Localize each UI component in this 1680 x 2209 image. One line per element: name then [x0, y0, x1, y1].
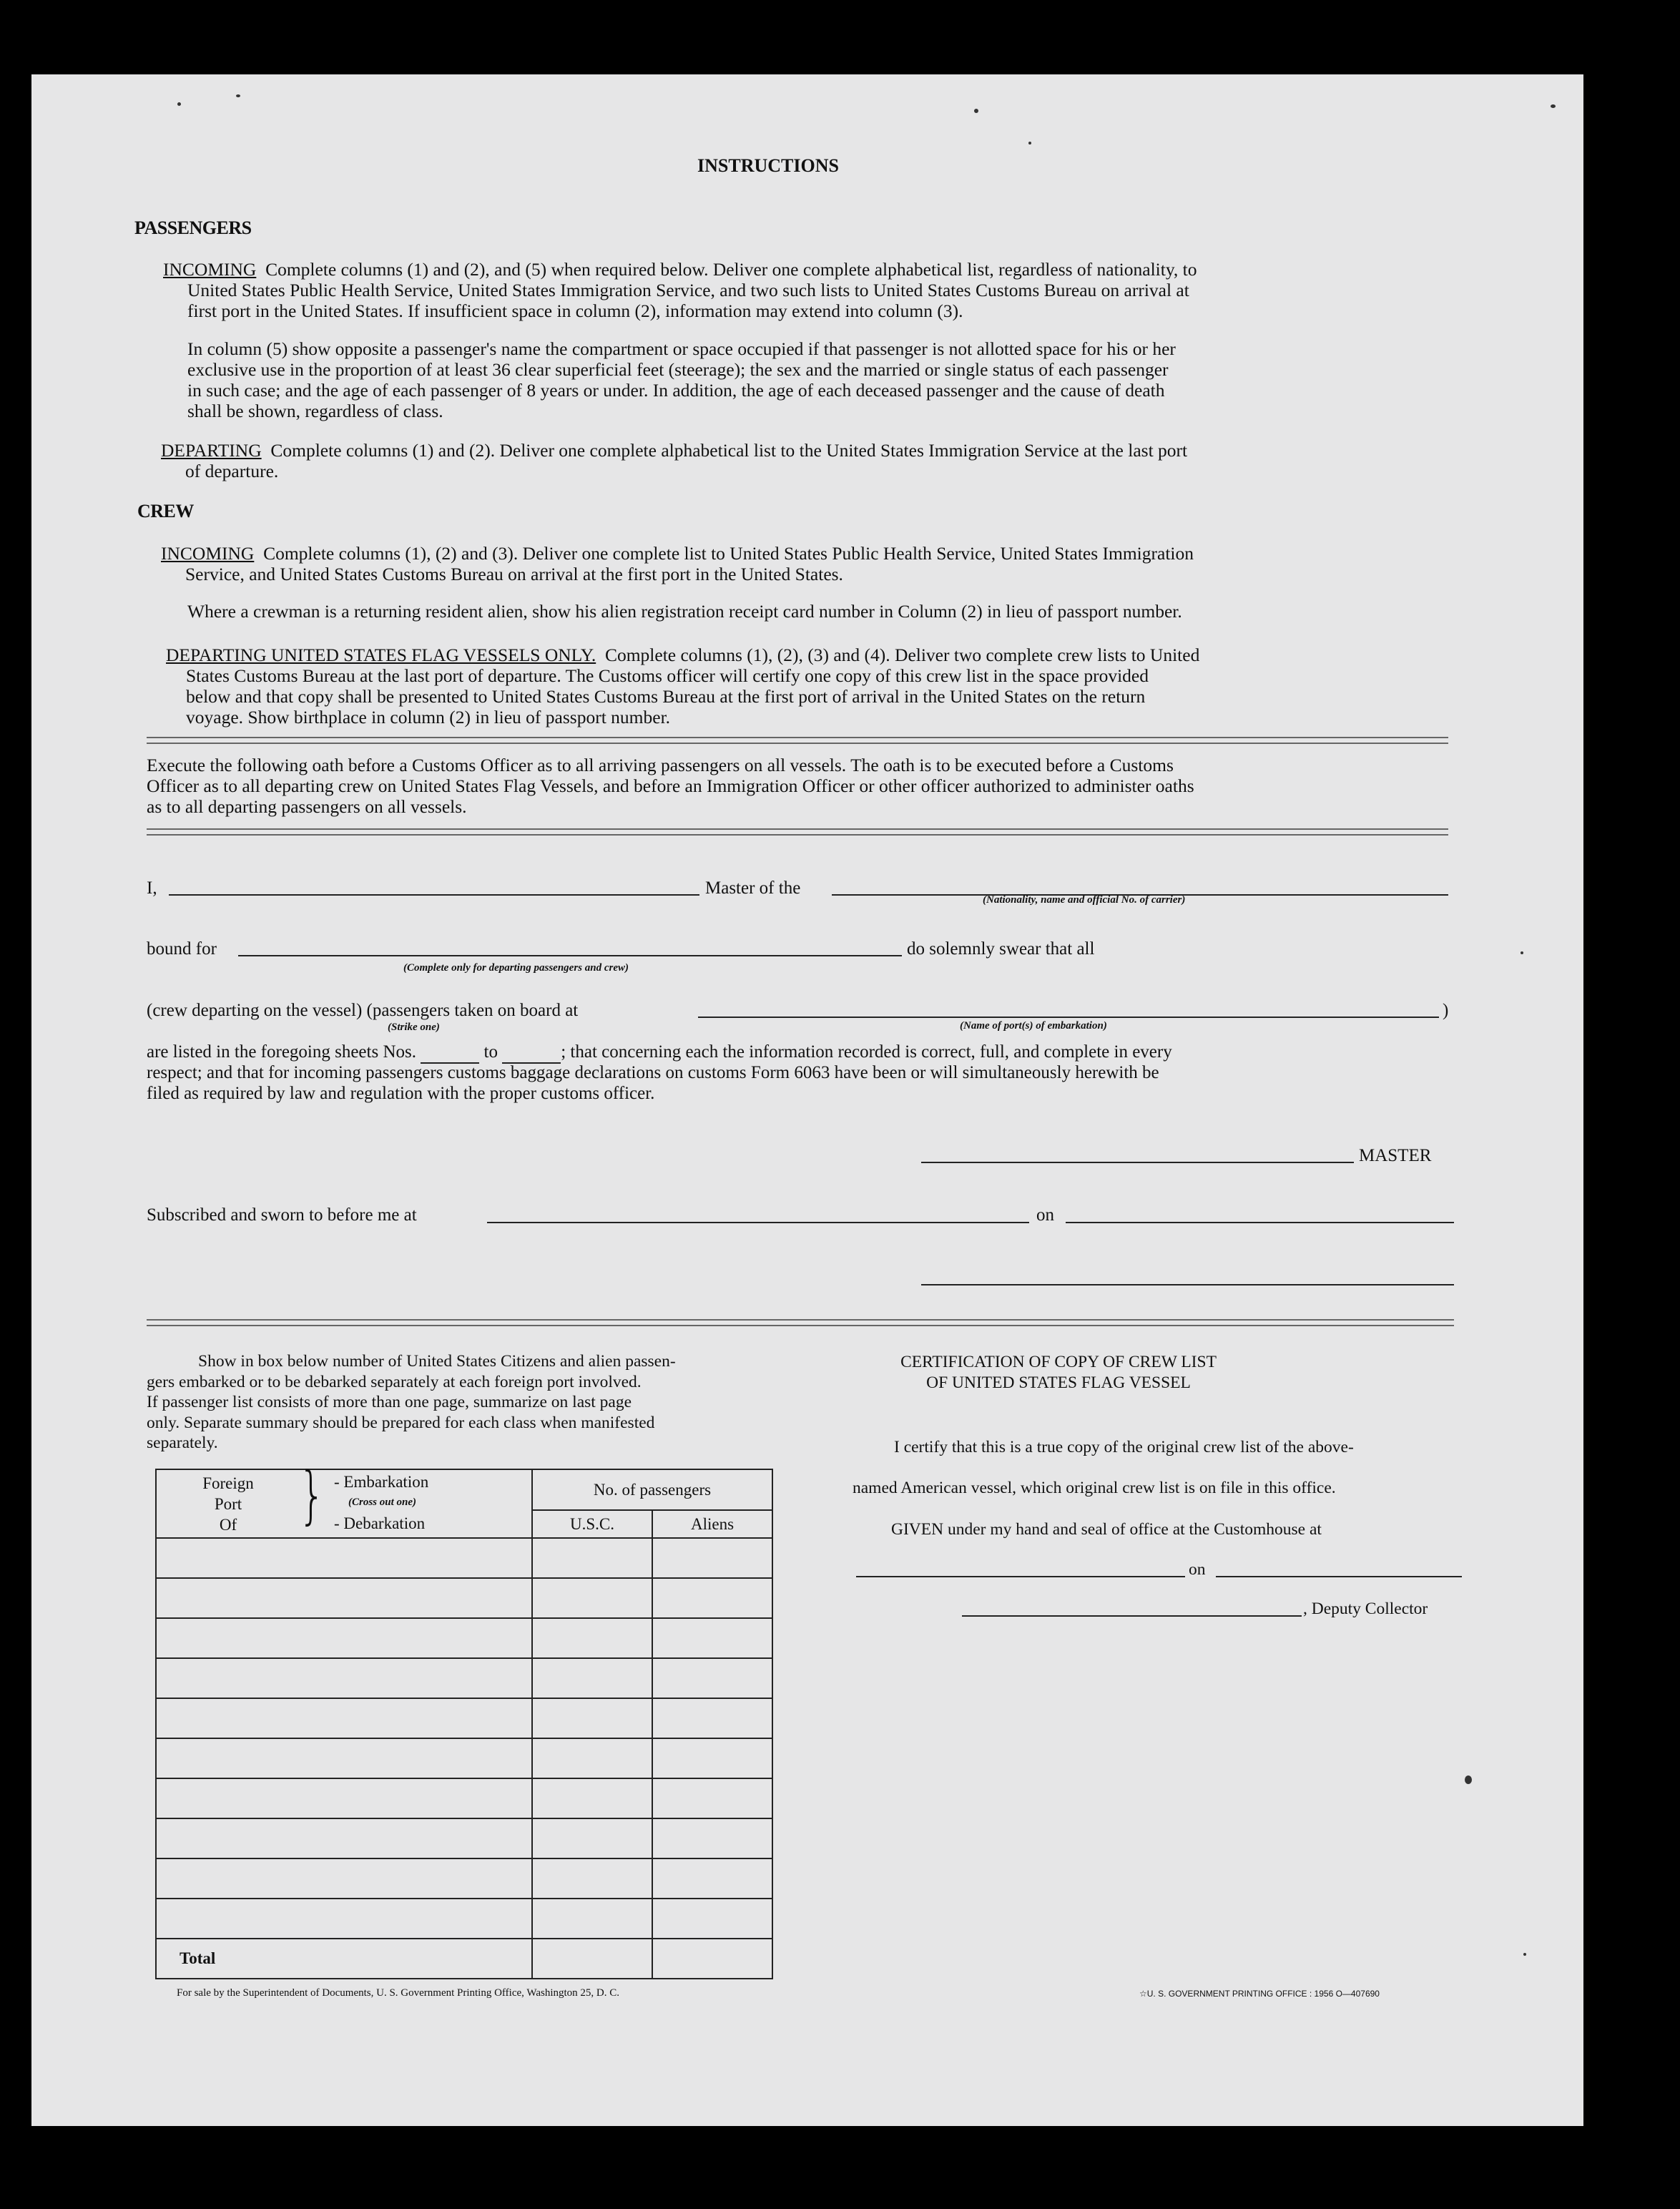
- table-row: [156, 1658, 772, 1698]
- port-cell[interactable]: [156, 1858, 532, 1899]
- certification-line: named American vessel, which original crew list is on file in this office.: [853, 1479, 1336, 1497]
- aliens-cell[interactable]: [652, 1858, 772, 1899]
- crew-departing: [166, 645, 1453, 728]
- table-row: [156, 1778, 772, 1818]
- sworn-on-label: on: [1036, 1205, 1054, 1225]
- passengers-departing-text: Complete columns (1) and (2). Deliver one complete alphabetical list to the United States Immigration Service at the last port: [270, 440, 1188, 461]
- page-title: INSTRUCTIONS: [697, 155, 839, 176]
- master-label: MASTER: [1359, 1146, 1432, 1165]
- scan-speck: [1523, 1953, 1526, 1956]
- summary-instructions-text: If passenger list consists of more than one page, summarize on last page: [147, 1393, 632, 1411]
- scan-speck: [974, 109, 978, 113]
- port-caption: (Name of port(s) of embarkation): [960, 1020, 1107, 1032]
- sworn-place-field[interactable]: [487, 1222, 1029, 1223]
- sheets-line: [147, 1042, 1172, 1064]
- cross-out-caption: (Cross out one): [348, 1497, 417, 1508]
- table-row: [156, 1578, 772, 1618]
- usc-cell[interactable]: [532, 1698, 652, 1738]
- usc-cell[interactable]: [532, 1578, 652, 1618]
- summary-instructions: [147, 1351, 776, 1454]
- passengers-departing-text: of departure.: [185, 461, 279, 481]
- passengers-incoming-text: first port in the United States. If insufficient space in column (2), information may extend into column (3).: [187, 300, 963, 321]
- table-row: [156, 1698, 772, 1738]
- debarkation-option[interactable]: - Debarkation: [334, 1514, 426, 1532]
- embarkation-option[interactable]: - Embarkation: [334, 1473, 429, 1491]
- aliens-cell[interactable]: [652, 1578, 772, 1618]
- port-cell[interactable]: [156, 1698, 532, 1738]
- port-cell[interactable]: [156, 1778, 532, 1818]
- sworn-date-field[interactable]: [1066, 1222, 1454, 1223]
- master-signature-field[interactable]: [921, 1162, 1354, 1163]
- sheets-text: ; that concerning each the information recorded is correct, full, and complete in every: [561, 1042, 1172, 1062]
- no-of-passengers-header: No. of passengers: [532, 1469, 772, 1510]
- footer-right: ☆U. S. GOVERNMENT PRINTING OFFICE : 1956 O—407690: [1139, 1989, 1380, 1999]
- crew-departing-label: DEPARTING UNITED STATES FLAG VESSELS ONLY.: [166, 645, 596, 665]
- aliens-cell[interactable]: [652, 1738, 772, 1778]
- filed-line: filed as required by law and regulation with the proper customs officer.: [147, 1084, 655, 1103]
- oath-instructions-text: Execute the following oath before a Customs Officer as to all arriving passengers on all vessels. The oath is to be executed before a Customs: [147, 755, 1174, 775]
- footer-left: For sale by the Superintendent of Documents, U. S. Government Printing Office, Washington 25, D. C.: [177, 1987, 619, 1999]
- customhouse-field[interactable]: [856, 1576, 1185, 1577]
- table-row: [156, 1738, 772, 1778]
- usc-header: U.S.C.: [532, 1510, 652, 1538]
- scan-speck: [1551, 104, 1556, 108]
- crew-departing-text: below and that copy shall be presented to United States Customs Bureau at the first port of arrival in the United States on the return: [186, 686, 1146, 707]
- usc-cell[interactable]: [532, 1738, 652, 1778]
- aliens-total-cell[interactable]: [652, 1939, 772, 1979]
- sheet-from-field[interactable]: [421, 1042, 479, 1064]
- crew-incoming-text: Complete columns (1), (2) and (3). Deliver one complete list to United States Public Health Service, United States Immigration: [263, 543, 1194, 564]
- deputy-signature-field[interactable]: [962, 1615, 1302, 1617]
- master-name-field[interactable]: [169, 894, 699, 896]
- usc-total-cell[interactable]: [532, 1939, 652, 1979]
- table-row: [156, 1899, 772, 1939]
- scan-speck: [236, 94, 240, 97]
- usc-cell[interactable]: [532, 1778, 652, 1818]
- embarkation-port-field[interactable]: [698, 1017, 1439, 1018]
- port-cell[interactable]: [156, 1578, 532, 1618]
- column5-text: exclusive use in the proportion of at least 36 clear superficial feet (steerage); the sex and the married or single status of each passenger: [187, 359, 1169, 380]
- table-row: [156, 1818, 772, 1858]
- column5-text: In column (5) show opposite a passenger's name the compartment or space occupied if that passenger is not allotted space for his or her: [187, 338, 1176, 359]
- certification-line: GIVEN under my hand and seal of office at the Customhouse at: [891, 1520, 1322, 1539]
- port-label: Port: [214, 1495, 242, 1513]
- port-cell[interactable]: [156, 1658, 532, 1698]
- oath-i-label: I,: [147, 878, 157, 898]
- table-row: [156, 1538, 772, 1578]
- column5-instructions: [187, 338, 1460, 421]
- crew-departing-text: States Customs Bureau at the last port of departure. The Customs officer will certify one copy of this crew list in the space provided: [186, 665, 1149, 686]
- passengers-incoming-text: United States Public Health Service, United States Immigration Service, and two such lists to United States Customs Bureau on arrival at: [187, 280, 1189, 300]
- section-divider: [147, 737, 1448, 744]
- port-cell[interactable]: [156, 1818, 532, 1858]
- usc-cell[interactable]: [532, 1538, 652, 1578]
- aliens-cell[interactable]: [652, 1618, 772, 1658]
- crew-incoming: [161, 543, 1448, 584]
- crew-incoming-label: INCOMING: [161, 543, 255, 564]
- passengers-heading: PASSENGERS: [134, 217, 252, 238]
- certification-line: I certify that this is a true copy of the original crew list of the above-: [894, 1438, 1354, 1456]
- destination-field[interactable]: [238, 955, 902, 956]
- crew-departing-text: voyage. Show birthplace in column (2) in lieu of passport number.: [186, 707, 671, 728]
- scan-speck: [1521, 951, 1523, 954]
- summary-instructions-text: Show in box below number of United States Citizens and alien passen-: [198, 1352, 676, 1371]
- summary-instructions-text: only. Separate summary should be prepared for each class when manifested: [147, 1413, 655, 1432]
- port-header-cell: [156, 1459, 532, 1538]
- deputy-collector-label: , Deputy Collector: [1303, 1600, 1428, 1618]
- usc-cell[interactable]: [532, 1818, 652, 1858]
- passengers-departing-label: DEPARTING: [161, 440, 262, 461]
- aliens-cell[interactable]: [652, 1538, 772, 1578]
- section-divider: [147, 1319, 1454, 1326]
- foreign-label: Foreign: [202, 1474, 254, 1492]
- column5-text: in such case; and the age of each passenger of 8 years or under. In addition, the age of each deceased passenger and the cause of death: [187, 380, 1165, 401]
- certification-title: [858, 1352, 1259, 1394]
- aliens-cell[interactable]: [652, 1818, 772, 1858]
- oath-instructions: [147, 755, 1455, 817]
- summary-header-row: [156, 1469, 772, 1510]
- port-cell[interactable]: [156, 1899, 532, 1939]
- port-cell[interactable]: [156, 1618, 532, 1658]
- crew-passengers-label: (crew departing on the vessel) (passengers taken on board at: [147, 1001, 579, 1020]
- officer-signature-field[interactable]: [921, 1284, 1454, 1285]
- swear-label: do solemnly swear that all: [907, 939, 1095, 959]
- summary-instructions-text: separately.: [147, 1434, 218, 1452]
- passengers-incoming: [163, 259, 1450, 321]
- usc-cell[interactable]: [532, 1858, 652, 1899]
- scan-speck: [1465, 1775, 1472, 1784]
- master-of-the-label: Master of the: [705, 878, 801, 898]
- oath-instructions-text: as to all departing passengers on all vessels.: [147, 796, 467, 817]
- oath-instructions-text: Officer as to all departing crew on United States Flag Vessels, and before an Immigration Officer or other officer authorized to administer oaths: [147, 775, 1194, 796]
- brace-glyph: }: [298, 1459, 326, 1532]
- scan-speck: [1028, 142, 1031, 145]
- usc-cell[interactable]: [532, 1618, 652, 1658]
- sheet-to-field[interactable]: [502, 1042, 561, 1064]
- bound-for-label: bound for: [147, 939, 217, 959]
- table-row: [156, 1858, 772, 1899]
- passenger-summary-table: [155, 1459, 773, 1979]
- port-cell[interactable]: [156, 1538, 532, 1578]
- aliens-cell[interactable]: [652, 1778, 772, 1818]
- summary-instructions-text: gers embarked or to be debarked separately at each foreign port involved.: [147, 1372, 642, 1391]
- certification-on-label: on: [1189, 1560, 1206, 1579]
- crew-departing-text: Complete columns (1), (2), (3) and (4). Deliver two complete crew lists to United: [604, 645, 1200, 665]
- of-label: Of: [219, 1516, 237, 1534]
- port-cell[interactable]: [156, 1738, 532, 1778]
- departing-caption: (Complete only for departing passengers and crew): [403, 962, 629, 974]
- passengers-incoming-text: Complete columns (1) and (2), and (5) when required below. Deliver one complete alphabetical list, regardless of nationality, to: [265, 259, 1197, 280]
- certification-title-line: CERTIFICATION OF COPY OF CREW LIST: [900, 1353, 1217, 1371]
- carrier-caption: (Nationality, name and official No. of carrier): [983, 894, 1186, 906]
- usc-cell[interactable]: [532, 1658, 652, 1698]
- certification-date-field[interactable]: [1216, 1576, 1462, 1577]
- certification-title-line: OF UNITED STATES FLAG VESSEL: [926, 1373, 1191, 1392]
- sheets-to-label: to: [483, 1042, 498, 1062]
- aliens-cell[interactable]: [652, 1698, 772, 1738]
- aliens-cell[interactable]: [652, 1899, 772, 1939]
- table-row: [156, 1618, 772, 1658]
- crew-resident-note: Where a crewman is a returning resident alien, show his alien registration receipt card number in Column (2) in lieu of passport number.: [187, 601, 1182, 622]
- column5-text: shall be shown, regardless of class.: [187, 401, 443, 421]
- crew-heading: CREW: [137, 501, 194, 521]
- aliens-cell[interactable]: [652, 1658, 772, 1698]
- strike-one-caption: (Strike one): [388, 1022, 440, 1033]
- respect-line: respect; and that for incoming passengers customs baggage declarations on customs Form 6063 have been or will simultaneously herewith be: [147, 1063, 1159, 1082]
- section-divider: [147, 828, 1448, 836]
- scan-speck: [177, 102, 181, 106]
- crew-incoming-text: Service, and United States Customs Bureau on arrival at the first port in the United States.: [185, 564, 843, 584]
- passengers-departing: [161, 440, 1448, 481]
- usc-cell[interactable]: [532, 1899, 652, 1939]
- sheets-label: are listed in the foregoing sheets Nos.: [147, 1042, 416, 1062]
- close-paren: ): [1443, 1001, 1449, 1020]
- total-label: Total: [156, 1939, 532, 1979]
- aliens-header: Aliens: [652, 1510, 772, 1538]
- subscribed-label: Subscribed and sworn to before me at: [147, 1205, 417, 1225]
- passengers-incoming-label: INCOMING: [163, 259, 257, 280]
- total-row: [156, 1939, 772, 1979]
